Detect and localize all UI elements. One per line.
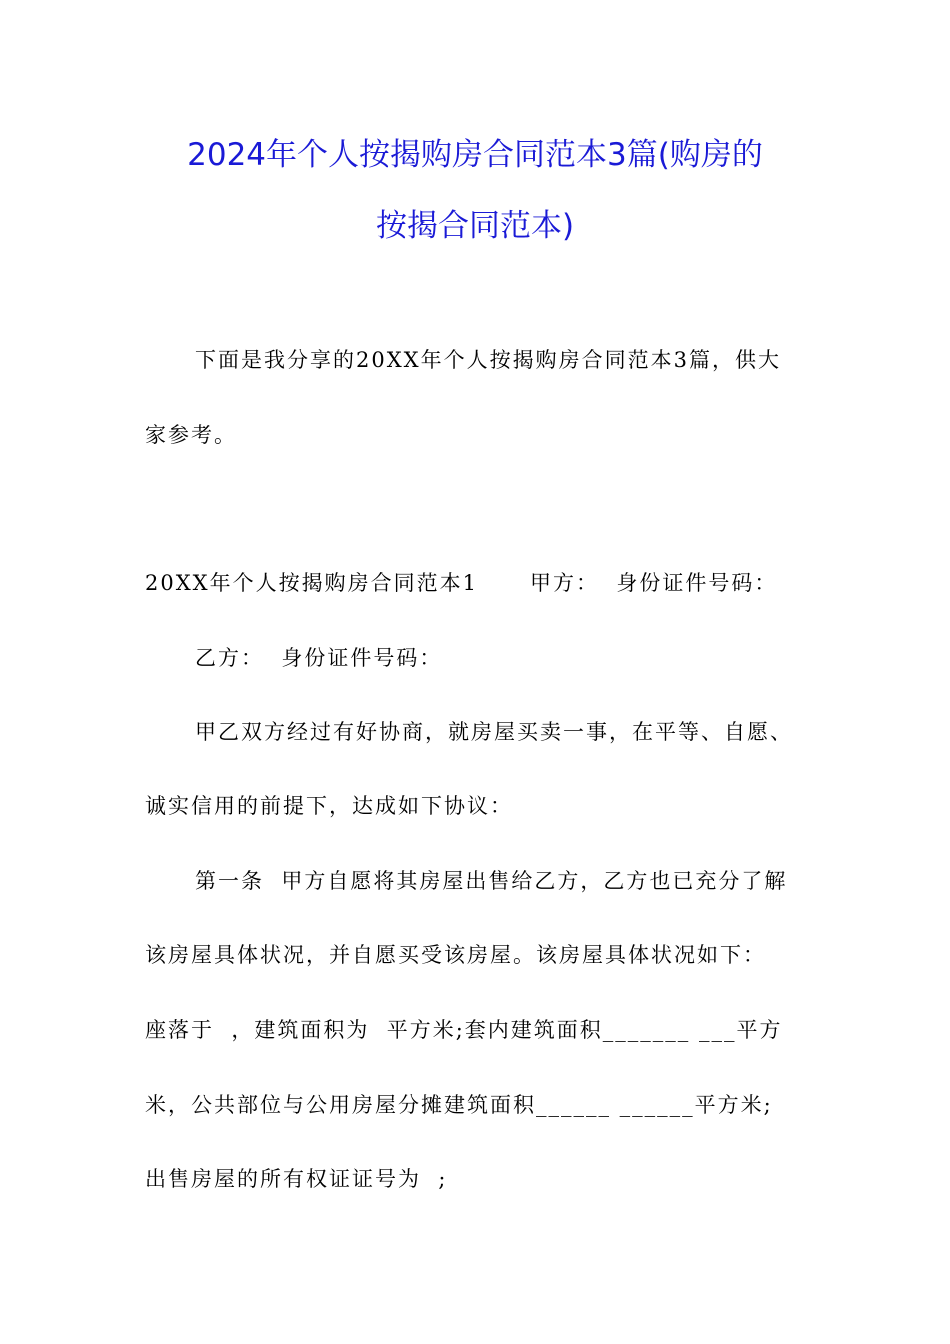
agreement-line-2: 诚实信用的前提下，达成如下协议： [145,794,513,818]
article-1-line-5: 出售房屋的所有权证证号为 ; [145,1167,448,1191]
agreement-line-1: 甲乙双方经过有好协商，就房屋买卖一事，在平等、自愿、 [195,720,793,744]
document-title-line-1: 2024年个人按揭购房合同范本3篇(购房的 [187,137,763,173]
party-b-line: 乙方： 身份证件号码： [195,646,443,670]
document-title-line-2: 按揭合同范本) [375,208,575,244]
intro-line-1: 下面是我分享的20XX年个人按揭购房合同范本3篇，供大 [195,348,781,372]
article-1-line-3: 座落于 ，建筑面积为 平方米;套内建筑面积_______ ___平方 [145,1018,783,1042]
contract-heading-line: 20XX年个人按揭购房合同范本1 甲方： 身份证件号码： [145,571,778,595]
intro-line-2: 家参考。 [145,423,237,447]
article-1-line-4: 米，公共部位与公用房屋分摊建筑面积______ ______平方米; [145,1093,773,1117]
article-1-line-1: 第一条 甲方自愿将其房屋出售给乙方，乙方也已充分了解 [195,869,788,893]
article-1-line-2: 该房屋具体状况，并自愿买受该房屋。该房屋具体状况如下： [145,943,766,967]
